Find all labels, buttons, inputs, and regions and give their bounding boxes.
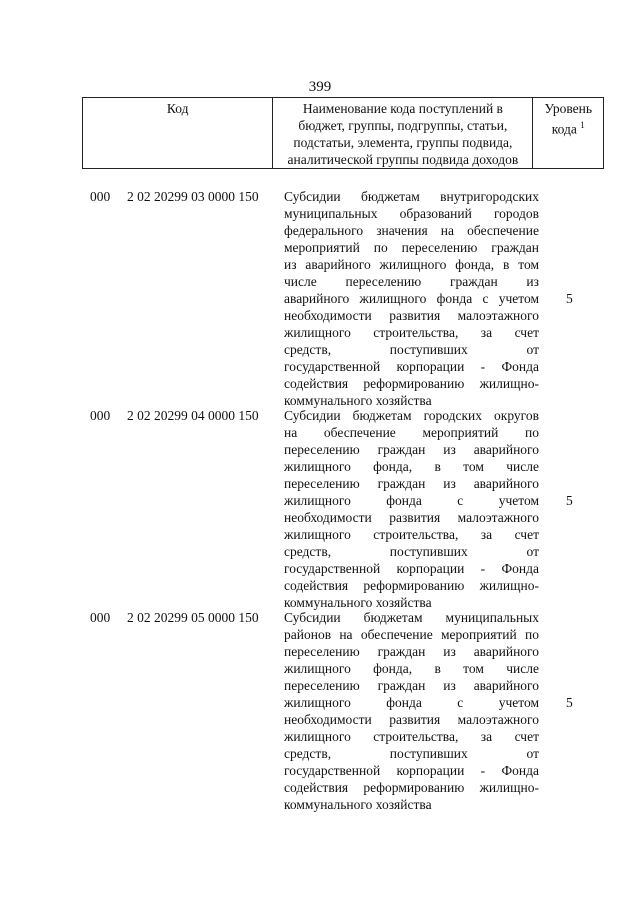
header-name-line: бюджет, группы, подгруппы, статьи, bbox=[298, 118, 508, 133]
header-name-cell bbox=[273, 98, 533, 169]
description-line: необходимости развития малоэтажного bbox=[284, 712, 539, 727]
header-code-cell bbox=[83, 98, 273, 169]
description-line: содействия реформированию жилищно- bbox=[284, 376, 539, 391]
header-level-word: кода bbox=[551, 121, 577, 137]
description-line: из аварийного жилищного фонда, в том bbox=[284, 257, 539, 272]
description-line: коммунального хозяйства bbox=[284, 595, 432, 610]
description-line: коммунального хозяйства bbox=[284, 393, 432, 408]
description-line: переселению граждан из аварийного bbox=[284, 644, 539, 659]
header-code-label: Код bbox=[166, 101, 189, 116]
description-line: на обеспечение мероприятий по bbox=[284, 425, 539, 440]
description-line: коммунального хозяйства bbox=[284, 797, 432, 812]
description-line: Субсидии бюджетам муниципальных bbox=[284, 610, 539, 625]
description-line: необходимости развития малоэтажного bbox=[284, 308, 539, 323]
description-line: федерального значения на обеспечение bbox=[284, 223, 539, 238]
header-level-line1: Уровень bbox=[544, 101, 592, 116]
description-line: Субсидии бюджетам городских округов bbox=[284, 408, 539, 423]
description-line: переселению граждан из аварийного bbox=[284, 476, 539, 491]
row-level: 5 bbox=[566, 291, 573, 306]
description-line: мероприятий по переселению граждан bbox=[284, 240, 539, 255]
header-name-line: аналитической группы подвида доходов bbox=[287, 152, 519, 167]
description-line: жилищного строительства, за счет bbox=[284, 729, 539, 744]
description-line: государственной корпорации - Фонда bbox=[284, 561, 539, 576]
description-line: жилищного фонда с учетом bbox=[284, 493, 539, 508]
header-name-line: подстатьи, элемента, группы подвида, bbox=[293, 135, 513, 150]
description-line: содействия реформированию жилищно- bbox=[284, 578, 539, 593]
description-line: государственной корпорации - Фонда bbox=[284, 763, 539, 778]
footnote-marker: 1 bbox=[580, 120, 585, 130]
description-line: Субсидии бюджетам внутригородских bbox=[284, 189, 539, 204]
description-line: муниципальных образований городов bbox=[284, 206, 539, 221]
description-line: средств, поступивших от bbox=[284, 544, 539, 559]
row-level: 5 bbox=[566, 493, 573, 508]
header-level-line2 bbox=[536, 117, 600, 138]
header-name-line: Наименование кода поступлений в bbox=[302, 101, 503, 116]
row-prefix: 000 bbox=[90, 408, 111, 423]
row-prefix: 000 bbox=[90, 610, 111, 625]
description-line: переселению граждан из аварийного bbox=[284, 442, 539, 457]
description-line: жилищного фонда, в том числе bbox=[284, 459, 539, 474]
page-number: 399 bbox=[308, 79, 332, 95]
description-line: жилищного строительства, за счет bbox=[284, 325, 539, 340]
row-description bbox=[284, 407, 539, 611]
description-line: средств, поступивших от bbox=[284, 746, 539, 761]
row-code: 2 02 20299 05 0000 150 bbox=[127, 610, 259, 625]
description-line: содействия реформированию жилищно- bbox=[284, 780, 539, 795]
header-level-cell bbox=[533, 98, 604, 169]
description-line: числе переселению граждан из bbox=[284, 274, 539, 289]
description-line: жилищного фонда с учетом bbox=[284, 695, 539, 710]
row-code: 2 02 20299 03 0000 150 bbox=[127, 189, 259, 204]
row-description bbox=[284, 188, 539, 409]
description-line: необходимости развития малоэтажного bbox=[284, 510, 539, 525]
description-line: жилищного фонда, в том числе bbox=[284, 661, 539, 676]
description-line: государственной корпорации - Фонда bbox=[284, 359, 539, 374]
row-prefix: 000 bbox=[90, 189, 111, 204]
row-code: 2 02 20299 04 0000 150 bbox=[127, 408, 259, 423]
row-description bbox=[284, 609, 539, 813]
description-line: средств, поступивших от bbox=[284, 342, 539, 357]
description-line: районов на обеспечение мероприятий по bbox=[284, 627, 539, 642]
header-table bbox=[82, 97, 604, 169]
row-level: 5 bbox=[566, 695, 573, 710]
description-line: переселению граждан из аварийного bbox=[284, 678, 539, 693]
description-line: аварийного жилищного фонда с учетом bbox=[284, 291, 539, 306]
description-line: жилищного строительства, за счет bbox=[284, 527, 539, 542]
